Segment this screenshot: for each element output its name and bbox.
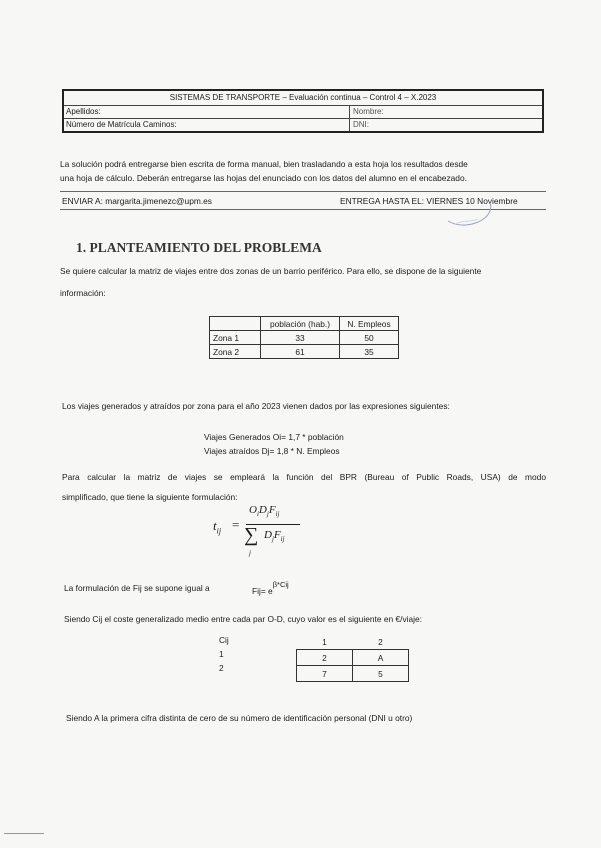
sum-symbol: ∑ [244, 524, 259, 546]
header-row-names [64, 106, 542, 119]
cost-col-1: 1 [322, 636, 327, 647]
intro-line-1: La solución podrá entregarse bien escrita de forma manual, bien trasladando a esta hoja los resultados desde [60, 159, 468, 169]
zones-header-empty [210, 317, 261, 331]
zones-header-poblacion: población (hab.) [261, 317, 340, 331]
fij-text: La formulación de Fij se supone igual a [64, 583, 210, 593]
zone-label: Zona 1 [210, 331, 261, 345]
formula-denominator: $D_jF_{ij}$ [264, 529, 285, 544]
signature-stamp-icon [440, 197, 500, 233]
zone-poblacion: 33 [261, 331, 340, 345]
para-a-definition: Siendo A la primera cifra distinta de cero de su número de identificación personal (DNI u otro) [66, 713, 413, 723]
cost-table-header [297, 634, 409, 650]
table-row [297, 650, 409, 666]
cost-row-label-1: 1 [219, 649, 224, 659]
zone-label: Zona 2 [210, 345, 261, 359]
cost-cell: 2 [297, 650, 353, 666]
table-row [210, 331, 399, 345]
zone-poblacion: 61 [261, 345, 340, 359]
expr-dj: Viajes atraídos Dj= 1,8 * N. Empleos [204, 446, 340, 456]
fij-formula [252, 581, 289, 598]
para-bpr [62, 470, 546, 504]
table-row [297, 666, 409, 682]
para-generated: Los viajes generados y atraídos por zona para el año 2023 vienen dados por las expresiones siguientes: [62, 401, 450, 411]
dni-field[interactable]: DNI: [353, 120, 369, 129]
nombre-field[interactable]: Nombre: [353, 107, 384, 116]
expression-block [204, 430, 344, 458]
formula-numerator: $O_iD_jF_{ij}$ [249, 504, 280, 519]
cost-cell: A [353, 650, 409, 666]
send-to-email[interactable]: ENVIAR A: margarita.jimenezc@upm.es [62, 196, 212, 206]
zone-empleos: 35 [340, 345, 399, 359]
para-problem-line-2: información: [60, 288, 106, 298]
para-cost: Siendo Cij el coste generalizado medio entre cada par O-D, cuyo valor es el siguiente en €/viaje: [64, 614, 422, 624]
scan-edge-mark [4, 833, 44, 834]
section-title: 1. PLANTEAMIENTO DEL PROBLEMA [76, 240, 322, 255]
formula-lhs: t [213, 518, 217, 533]
fij-exponent: β*Cij [272, 580, 289, 589]
cost-table [296, 634, 409, 682]
para-bpr-line-1: Para calcular la matriz de viajes se empleará la función del BPR (Bureau of Public Roads, USA) de modo [62, 472, 546, 482]
zones-header-empleos: N. Empleos [340, 317, 399, 331]
para-problem [60, 264, 550, 300]
header-title: SISTEMAS DE TRANSPORTE – Evaluación continua – Control 4 – X.2023 [64, 91, 542, 106]
sum-index: j [249, 549, 251, 557]
table-row [210, 345, 399, 359]
apellidos-field[interactable]: Apellidos: [64, 106, 350, 118]
cost-corner-label: Cij [219, 635, 229, 645]
intro-line-2: una hoja de cálculo. Deberán entregarse las hojas del enunciado con los datos del alumno en el encabezado. [60, 173, 467, 183]
cost-cell: 7 [297, 666, 353, 682]
divider-top [60, 191, 546, 192]
deadline-text: ENTREGA HASTA EL: VIERNES 10 Noviembre [340, 196, 518, 206]
bpr-formula [213, 502, 323, 562]
zones-table [209, 316, 399, 359]
cost-col-2: 2 [378, 636, 383, 647]
zones-table-header [210, 317, 399, 331]
zone-empleos: 50 [340, 331, 399, 345]
intro-paragraph [60, 157, 550, 185]
header-row-ids [64, 119, 542, 131]
expr-oi: Viajes Generados Oi= 1,7 * población [204, 432, 344, 442]
cost-row-label-2: 2 [219, 663, 224, 673]
matricula-field[interactable]: Número de Matrícula Caminos: [64, 119, 350, 131]
fij-eq: Fij= e [252, 585, 273, 596]
student-header-box [62, 89, 544, 133]
cost-cell: 5 [353, 666, 409, 682]
formula-lhs-sub: ij [216, 526, 222, 536]
formula-equals: = [232, 517, 240, 532]
para-bpr-line-2: simplificado, que tiene la siguiente formulación: [62, 492, 238, 502]
para-problem-line-1: Se quiere calcular la matriz de viajes entre dos zonas de un barrio periférico. Para ello, se dispone de la siguiente [60, 266, 482, 276]
